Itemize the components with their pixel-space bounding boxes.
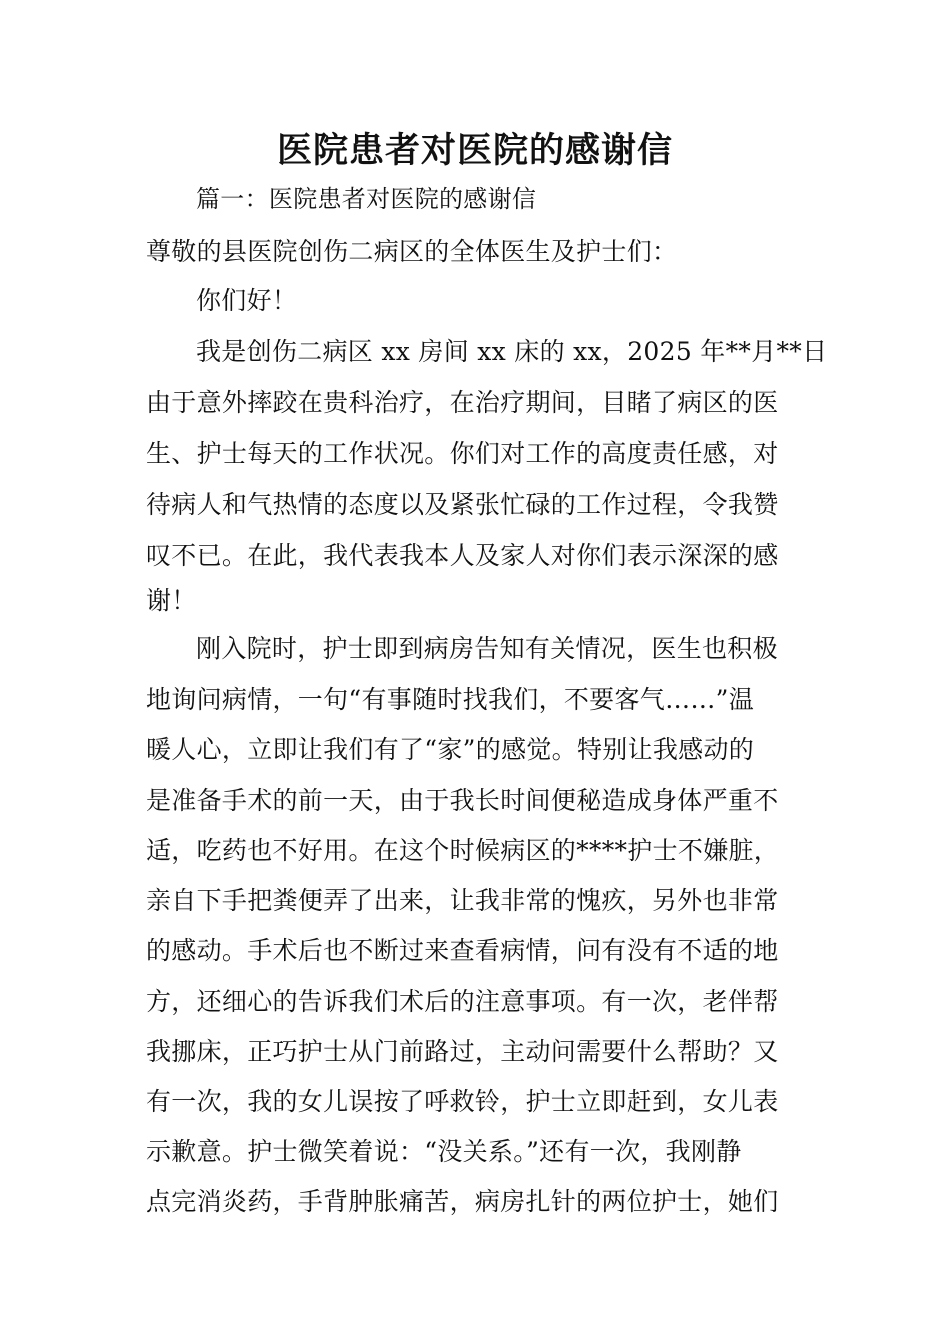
- paragraph-line: 暖人心，立即让我们有了“家”的感觉。特别让我感动的: [146, 735, 755, 764]
- document-subtitle: 篇一：医院患者对医院的感谢信: [196, 185, 537, 213]
- paragraph-line: 是准备手术的前一天，由于我长时间便秘造成身体严重不: [146, 786, 779, 815]
- paragraph-line: 示歉意。护士微笑着说：“没关系。”还有一次，我刚静: [146, 1137, 742, 1166]
- paragraph-line: 亲自下手把粪便弄了出来，让我非常的愧疚，另外也非常: [146, 886, 779, 915]
- paragraph-line: 有一次，我的女儿误按了呼救铃，护士立即赶到，女儿表: [146, 1087, 779, 1116]
- paragraph-line: 方，还细心的告诉我们术后的注意事项。有一次，老伴帮: [146, 987, 779, 1016]
- salutation: 尊敬的县医院创伤二病区的全体医生及护士们：: [146, 237, 678, 266]
- paragraph-line: 的感动。手术后也不断过来查看病情，问有没有不适的地: [146, 936, 779, 965]
- greeting: 你们好！: [196, 286, 298, 315]
- document-title: 医院患者对医院的感谢信: [276, 130, 673, 171]
- paragraph-line: 地询问病情，一句“有事随时找我们，不要客气……”温: [146, 685, 755, 714]
- paragraph-line: 适，吃药也不好用。在这个时候病区的****护士不嫌脏，: [146, 836, 780, 865]
- paragraph-line: 点完消炎药，手背肿胀痛苦，病房扎针的两位护士，她们: [146, 1187, 779, 1216]
- paragraph-line: 生、护士每天的工作状况。你们对工作的高度责任感，对: [146, 439, 779, 468]
- paragraph-line: 谢！: [146, 586, 197, 615]
- paragraph-line: 叹不已。在此，我代表我本人及家人对你们表示深深的感: [146, 541, 779, 570]
- paragraph-line: 刚入院时，护士即到病房告知有关情况，医生也积极: [196, 634, 778, 663]
- paragraph-line: 由于意外摔跤在贵科治疗，在治疗期间，目睹了病区的医: [146, 388, 779, 417]
- paragraph-line: 我挪床，正巧护士从门前路过，主动问需要什么帮助？又: [146, 1037, 779, 1066]
- paragraph-line: 我是创伤二病区 xx 房间 xx 床的 xx，2025 年**月**日: [196, 337, 828, 366]
- paragraph-line: 待病人和气热情的态度以及紧张忙碌的工作过程，令我赞: [146, 490, 779, 519]
